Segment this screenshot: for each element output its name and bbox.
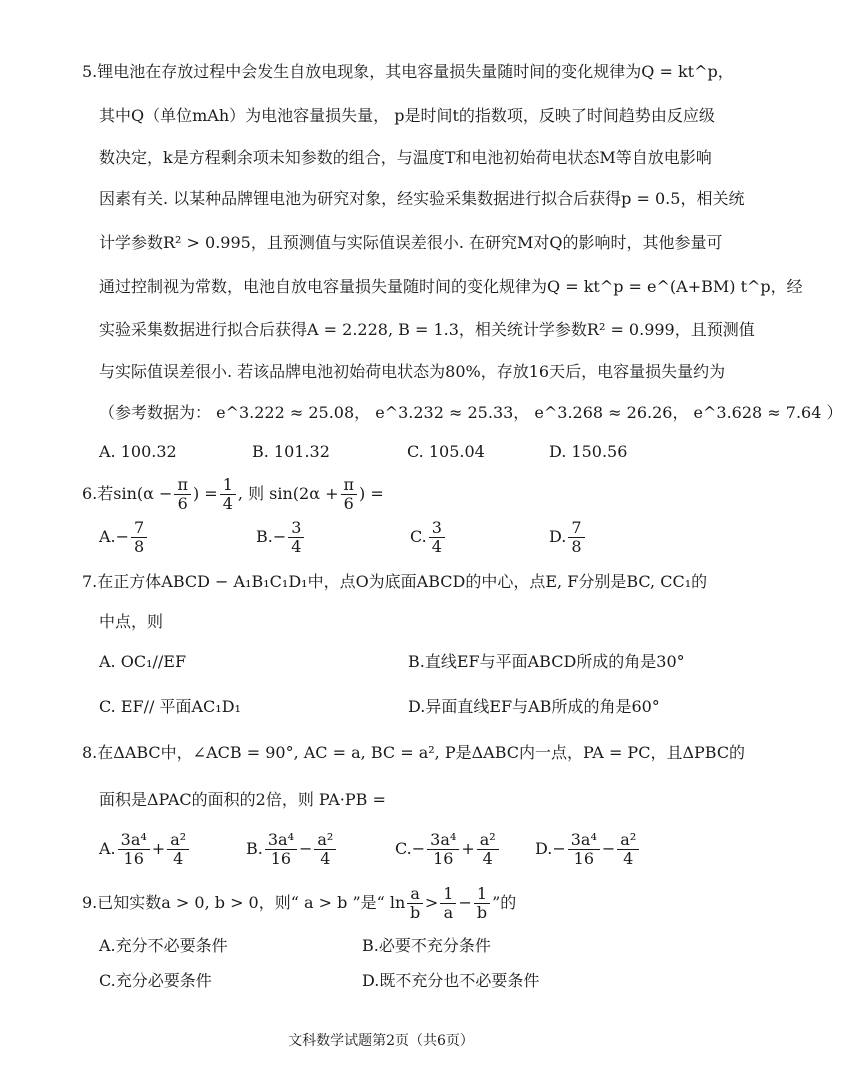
q8-option-a-n1: 3a⁴ — [118, 831, 150, 850]
q5-line-3: 数决定，k是方程剩余项未知参数的组合，与温度T和电池初始荷电状态M等自放电影响 — [99, 148, 712, 167]
q8-option-a-n2: a² — [167, 831, 189, 850]
q7-option-b: B.直线EF与平面ABCD所成的角是30° — [408, 652, 685, 671]
q8-option-d-frac2 — [617, 831, 639, 868]
q9-option-c: C.充分必要条件 — [99, 971, 212, 990]
q8-option-a-d1: 16 — [123, 848, 144, 868]
q8-option-d-d1: 16 — [573, 848, 594, 868]
q9-lead: 9.已知实数a > 0, b > 0，则“ a > b ”是“ ln — [82, 893, 406, 912]
q6-pi-num: π — [174, 476, 191, 495]
q8-option-c-frac1 — [427, 831, 459, 868]
q6-option-a-frac — [131, 519, 147, 556]
q8-option-d-n1: 3a⁴ — [568, 831, 600, 850]
q5-line-7: 实验采集数据进行拟合后获得A = 2.228, B = 1.3，相关统计学参数R² = 0.999，且预测值 — [99, 320, 755, 339]
q6-option-d-den: 8 — [571, 536, 582, 556]
q6-option-b-den: 4 — [291, 536, 302, 556]
q6-frac-pi-6-b — [341, 476, 358, 513]
q6-sin-part: sin(α − — [113, 484, 173, 503]
q6-option-a-num: 7 — [131, 519, 147, 538]
q6-option-d — [549, 514, 587, 560]
q9-one-b: 1 — [474, 885, 490, 904]
q8-option-c-n2: a² — [477, 831, 499, 850]
q9-frac-1-a — [440, 885, 456, 922]
q8-option-b-label: B. — [246, 839, 263, 858]
q6-option-c-frac — [429, 519, 445, 556]
q5-line-6: 通过控制视为常数，电池自放电容量损失量随时间的变化规律为Q = kt^p = e^(A+BM) t^p，经 — [99, 277, 803, 296]
q6-lead: 6.若 — [82, 484, 114, 503]
q6-eq: ) = — [192, 484, 218, 503]
q6-frac-pi-6 — [174, 476, 191, 513]
q9-tail: ”的 — [492, 893, 517, 912]
q8-option-d-frac1 — [568, 831, 600, 868]
q8-option-d — [535, 826, 641, 872]
q6-option-a-den: 8 — [134, 536, 145, 556]
q7-option-d: D.异面直线EF与AB所成的角是60° — [408, 697, 660, 716]
q5-option-b: B. 101.32 — [252, 442, 330, 461]
q6-option-d-label: D. — [549, 527, 567, 546]
q9-option-b: B.必要不充分条件 — [362, 936, 491, 955]
q8-option-b-n1: 3a⁴ — [265, 831, 297, 850]
q5-line-8: 与实际值误差很小. 若该品牌电池初始荷电状态为80%，存放16天后，电容量损失量约为 — [99, 362, 726, 381]
q8-option-c-op: + — [461, 839, 475, 858]
q6-option-c-label: C. — [410, 527, 427, 546]
q8-option-b-d1: 16 — [270, 848, 292, 868]
q9-one-a: 1 — [440, 885, 456, 904]
q6-pi-den: 6 — [177, 493, 188, 513]
q6-stem — [82, 470, 384, 518]
q9-den-a: a — [443, 902, 454, 922]
q9-gt: > — [424, 893, 439, 912]
q8-option-c — [395, 826, 501, 872]
q6-pi-num-b: π — [341, 476, 358, 495]
q5-option-d: D. 150.56 — [549, 442, 628, 461]
q8-option-c-n1: 3a⁴ — [427, 831, 459, 850]
q6-frac-1-4 — [220, 476, 236, 513]
q7-line-2: 中点，则 — [99, 612, 164, 631]
q6-option-b-frac — [288, 519, 304, 556]
q6-option-a-sign: − — [115, 527, 130, 546]
q8-option-a-frac1 — [118, 831, 150, 868]
q6-option-c-num: 3 — [429, 519, 445, 538]
page-footer: 文科数学试题第2页（共6页） — [288, 1033, 474, 1049]
q8-line-1: 8.在ΔABC中，∠ACB = 90°, AC = a, BC = a², P是ΔABC内一点，PA = PC，且ΔPBC的 — [82, 743, 746, 762]
q9-a: a — [407, 885, 423, 904]
q6-pi-den-b: 6 — [343, 493, 354, 513]
q8-line-2: 面积是ΔPAC的面积的2倍，则 PA·PB = — [99, 790, 386, 809]
q6-option-b-num: 3 — [288, 519, 304, 538]
q9-stem — [82, 880, 516, 926]
q5-line-4: 因素有关. 以某种品牌锂电池为研究对象，经实验采集数据进行拟合后获得p = 0.5，相关统 — [99, 189, 745, 208]
q6-option-d-frac — [568, 519, 584, 556]
q8-option-b — [246, 826, 338, 872]
q8-option-b-op: − — [298, 839, 313, 858]
q7-option-c: C. EF// 平面AC₁D₁ — [99, 697, 241, 716]
q6-option-a — [99, 514, 149, 560]
q9-option-d: D.既不充分也不必要条件 — [362, 971, 540, 990]
q6-option-c-den: 4 — [431, 536, 442, 556]
q9-frac-a-b — [407, 885, 423, 922]
q8-option-c-sign: − — [411, 839, 426, 858]
q6-then: , 则 sin(2α + — [237, 484, 339, 503]
q8-option-b-frac2 — [314, 831, 336, 868]
q5-option-a: A. 100.32 — [99, 442, 177, 461]
q5-line-9: （参考数据为： e^3.222 ≈ 25.08， e^3.232 ≈ 25.33， e^3.268 ≈ 26.26， e^3.628 ≈ 7.64 ） — [99, 403, 843, 422]
q7-line-1: 7.在正方体ABCD − A₁B₁C₁D₁中，点O为底面ABCD的中心，点E, F分别是BC, CC₁的 — [82, 572, 708, 591]
q8-option-d-sign: − — [552, 839, 566, 858]
q9-b: b — [409, 902, 421, 922]
q5-option-c: C. 105.04 — [407, 442, 485, 461]
q6-option-b-sign: − — [272, 527, 287, 546]
q8-option-d-label: D. — [535, 839, 553, 858]
q8-option-b-n2: a² — [314, 831, 336, 850]
q9-option-a: A.充分不必要条件 — [99, 936, 228, 955]
q8-option-a-label: A. — [99, 839, 116, 858]
q8-option-a-d2: 4 — [173, 848, 184, 868]
q9-minus: − — [458, 893, 472, 912]
q8-option-c-frac2 — [477, 831, 499, 868]
q5-line-5: 计学参数R² > 0.995，且预测值与实际值误差很小. 在研究M对Q的影响时，其他参量可 — [99, 233, 723, 252]
q8-option-c-d1: 16 — [433, 848, 454, 868]
q6-four: 4 — [222, 493, 233, 513]
q8-option-c-label: C. — [395, 839, 412, 858]
q9-den-b: b — [476, 902, 488, 922]
q8-option-b-frac1 — [265, 831, 297, 868]
q6-option-b-label: B. — [256, 527, 273, 546]
q8-option-a — [99, 826, 191, 872]
q6-option-c — [410, 514, 447, 560]
q8-option-a-op: + — [151, 839, 166, 858]
q8-option-c-d2: 4 — [482, 848, 493, 868]
q5-line-1: 5.锂电池在存放过程中会发生自放电现象，其电容量损失量随时间的变化规律为Q = kt^p， — [82, 62, 734, 81]
q9-frac-1-b — [474, 885, 490, 922]
q8-option-b-d2: 4 — [320, 848, 331, 868]
q8-option-d-n2: a² — [617, 831, 639, 850]
q6-option-b — [256, 514, 306, 560]
q8-option-a-frac2 — [167, 831, 189, 868]
q5-line-2: 其中Q（单位mAh）为电池容量损失量， p是时间t的指数项，反映了时间趋势由反应级 — [99, 106, 715, 125]
q6-option-d-num: 7 — [568, 519, 584, 538]
q8-option-d-op: − — [601, 839, 616, 858]
q6-tail: ) = — [359, 484, 384, 503]
q6-one: 1 — [220, 476, 236, 495]
q7-option-a: A. OC₁//EF — [99, 652, 187, 671]
q8-option-d-d2: 4 — [623, 848, 634, 868]
q6-option-a-label: A. — [99, 527, 116, 546]
